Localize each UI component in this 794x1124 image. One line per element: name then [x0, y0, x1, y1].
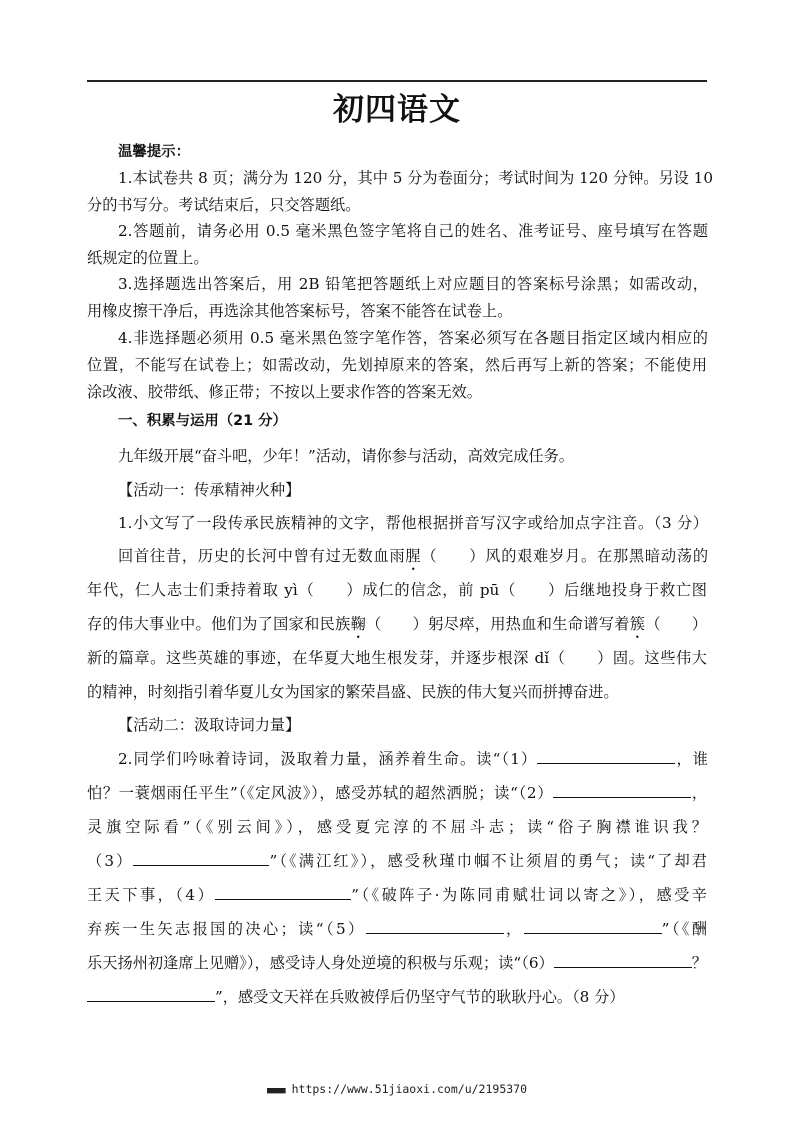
- notice-item-1-line-2: 分的书写分。考试结束后，只交答题纸。: [87, 196, 361, 214]
- answer-blank-5a[interactable]: [366, 918, 504, 934]
- notice-item-2-line-1: 2.答题前，请务必用 0.5 毫米黑色签字笔将自己的姓名、准考证号、座号填写在答题: [118, 222, 708, 240]
- activity-1-heading: 【活动一：传承精神火种】: [118, 481, 301, 499]
- answer-blank-2[interactable]: [553, 782, 691, 798]
- section-1-intro: 九年级开展“奋斗吧，少年！”活动，请你参与活动，高效完成任务。: [118, 447, 574, 465]
- notice-item-3-line-2: 用橡皮擦干净后，再选涂其他答案标号，答案不能答在试卷上。: [87, 302, 513, 320]
- answer-blank-5b[interactable]: [524, 918, 662, 934]
- footer: [0, 1082, 794, 1096]
- answer-blank-4[interactable]: [215, 884, 351, 900]
- notice-item-4-line-1: 4.非选择题必须用 0.5 毫米黑色签字笔作答，答案必须写在各题目指定区域内相应的: [118, 329, 708, 347]
- section-1-heading: 一、积累与运用（21 分）: [118, 413, 287, 429]
- notice-item-2-line-2: 纸规定的位置上。: [87, 249, 209, 267]
- activity-2-heading: 【活动二：汲取诗词力量】: [118, 716, 301, 734]
- footer-mark: ■■■■: [266, 1086, 285, 1096]
- answer-blank-6a[interactable]: [554, 952, 692, 968]
- question-2-line-1: 2.同学们吟咏着诗词，汲取着力量，涵养着生命。读“（1） ，谁: [118, 750, 708, 768]
- question-1-line-5: 的精神，时刻指引着华夏儿女为国家的繁荣昌盛、民族的伟大复兴而拼搏奋进。: [87, 683, 619, 701]
- notice-item-3-line-1: 3.选择题选出答案后，用 2B 铅笔把答题纸上对应题目的答案标号涂黑；如需改动，: [118, 275, 708, 293]
- question-2-line-7: 乐天扬州初逢席上见赠》），感受诗人身处逆境的积极与乐观；读“（6） ？: [87, 954, 707, 972]
- question-1-line-3: 存的伟大事业中。他们为了国家和民族鞠（ ）躬尽瘁，用热血和生命谱写着簇（ ）: [87, 615, 708, 633]
- question-1-stem: 1.小文写了一段传承民族精神的文字，帮他根据拼音写汉字或给加点字注音。（3 分）: [118, 514, 708, 532]
- question-2-line-5: 王天下事，（4） ”（《破阵子·为陈同甫赋壮词以寄之》），感受辛: [87, 886, 707, 904]
- question-2-line-4: （3） ”（《满江红》），感受秋瑾巾帼不让须眉的勇气；读“了却君: [87, 852, 707, 870]
- answer-blank-6b[interactable]: [87, 986, 215, 1002]
- header-rule: [87, 80, 707, 82]
- notice-item-4-line-2: 位置，不能写在试卷上；如需改动，先划掉原来的答案，然后再写上新的答案；不能使用: [87, 356, 707, 374]
- notice-heading: 温馨提示：: [118, 144, 190, 160]
- answer-blank-1[interactable]: [537, 748, 675, 764]
- question-2-line-3: 灵旗空际看”（《别云间》），感受夏完淳的不屈斗志；读“俗子胸襟谁识我？: [87, 818, 707, 836]
- question-2-line-8: ”，感受文天祥在兵败被俘后仍坚守气节的耿耿丹心。（8 分）: [87, 986, 707, 1008]
- question-1-line-4: 新的篇章。这些英雄的事迹，在华夏大地生根发芽，并逐步根深 dǐ（ ）固。这些伟大: [87, 649, 707, 667]
- question-2-line-6: 弃疾一生矢志报国的决心；读“（5） ， ”（《酬: [87, 920, 707, 938]
- question-2-line-2: 怕？一蓑烟雨任平生”（《定风波》），感受苏轼的超然洒脱；读“（2） ，: [87, 784, 708, 802]
- question-1-line-1: 回首往昔，历史的长河中曾有过无数血雨腥（ ）风的艰难岁月。在那黑暗动荡的: [118, 547, 709, 565]
- footer-url[interactable]: https://www.51jiaoxi.com/u/2195370: [291, 1082, 528, 1096]
- question-1-line-2: 年代，仁人志士们秉持着取 yì（ ）成仁的信念，前 pū（ ）后继地投身于救亡图: [87, 581, 707, 599]
- dotted-char: 簇: [629, 615, 646, 633]
- answer-blank-3[interactable]: [133, 850, 269, 866]
- dotted-char: 腥: [405, 547, 422, 565]
- dotted-char: 鞠: [350, 615, 367, 633]
- notice-item-4-line-3: 涂改液、胶带纸、修正带；不按以上要求作答的答案无效。: [87, 383, 482, 401]
- page-title: 初四语文: [333, 92, 461, 128]
- notice-item-1-line-1: 1.本试卷共 8 页；满分为 120 分，其中 5 分为卷面分；考试时间为 120 分钟。另设 10: [118, 169, 714, 187]
